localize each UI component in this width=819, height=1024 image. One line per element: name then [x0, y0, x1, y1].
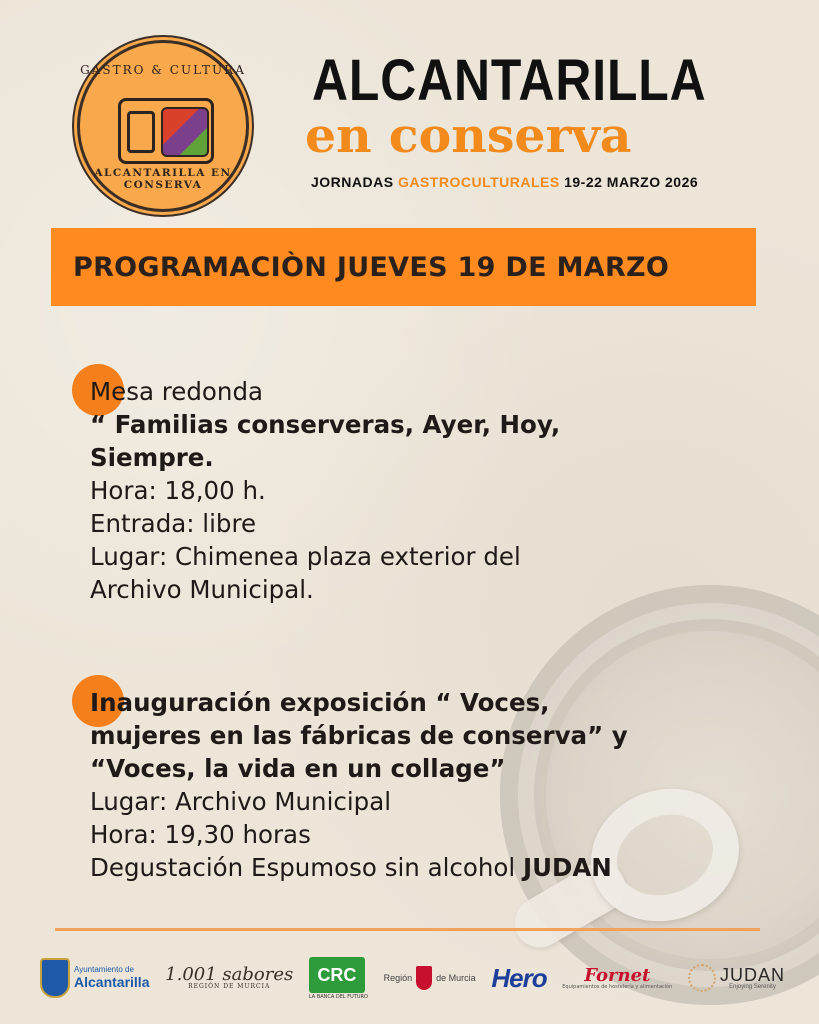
event-mesa-redonda — [90, 375, 560, 606]
sponsor-strip — [40, 948, 785, 1008]
sponsor-crc — [309, 957, 368, 1000]
event-title-line3: “Voces, la vida en un collage” — [90, 754, 506, 783]
sabores-name: 1.001 sabores — [165, 964, 294, 985]
logo-top-text: GASTRO & CULTURA — [80, 63, 246, 77]
page-subtitle: en conserva — [305, 108, 632, 164]
event-title-line2: mujeres en las fábricas de conserva” y — [90, 721, 628, 750]
logo-bottom-text: ALCANTARILLA EN CONSERVA — [94, 167, 232, 191]
event-time: Hora: 19,30 horas — [90, 820, 311, 849]
tagline-post: 19-22 MARZO 2026 — [559, 174, 699, 190]
event-place: Lugar: Archivo Municipal — [90, 787, 392, 816]
sponsor-fornet — [562, 964, 673, 990]
event-title-line1: “ Familias conserveras, Ayer, Hoy, — [90, 410, 561, 439]
crc-logo: CRC — [309, 957, 365, 993]
logo-can-key-icon — [127, 111, 155, 153]
ayuntamiento-name: Alcantarilla — [74, 973, 150, 990]
ayuntamiento-small: Ayuntamiento de — [74, 965, 134, 975]
sponsor-judan — [688, 964, 785, 992]
sponsor-hero: Hero — [491, 962, 547, 993]
tagline-accent: GASTROCULTURALES — [397, 174, 560, 190]
judan-tagline: Enjoying Serenity — [729, 984, 776, 990]
event-place-line1: Lugar: Chimenea plaza exterior del — [90, 542, 521, 571]
logo-vegetables-icon — [161, 107, 209, 157]
judan-name: JUDAN — [719, 965, 785, 985]
event-tasting — [90, 851, 628, 884]
judan-mandala-icon — [688, 964, 716, 992]
sponsor-region-murcia — [384, 966, 476, 990]
event-place-line2: Archivo Municipal. — [90, 575, 314, 604]
event-type: Mesa redonda — [90, 377, 264, 406]
ayuntamiento-shield-icon — [40, 958, 70, 998]
region-pre: Región — [383, 973, 413, 983]
sabores-region: REGIÓN DE MURCIA — [188, 983, 271, 990]
tagline-pre: JORNADAS — [311, 174, 398, 190]
event-title-line2: Siempre. — [90, 443, 214, 472]
day-banner-text: PROGRAMACIÒN JUEVES 19 DE MARZO — [73, 251, 670, 283]
footer-divider — [55, 928, 760, 931]
sponsor-1001-sabores — [165, 966, 293, 990]
event-entry: Entrada: libre — [90, 509, 257, 538]
logo-can-icon — [118, 98, 214, 164]
event-time: Hora: 18,00 h. — [90, 476, 266, 505]
event-tasting-brand: JUDAN — [523, 853, 612, 882]
region-post: de Murcia — [436, 973, 476, 983]
page-title: ALCANTARILLA — [312, 48, 707, 113]
fornet-tagline: Equipamientos de hostelería y alimentación — [562, 983, 673, 990]
sponsor-ayuntamiento — [40, 958, 149, 998]
event-tagline — [311, 174, 698, 190]
event-title-line1: Inauguración exposición “ Voces, — [90, 688, 550, 717]
region-crest-icon — [416, 966, 432, 990]
event-logo — [77, 40, 249, 212]
event-inauguracion — [90, 686, 628, 884]
crc-tagline: LA BANCA DEL FUTURO — [308, 993, 368, 1000]
fornet-name: Fornet — [584, 964, 651, 986]
day-banner — [51, 228, 756, 306]
event-tasting-text: Degustación Espumoso sin alcohol — [90, 853, 523, 882]
